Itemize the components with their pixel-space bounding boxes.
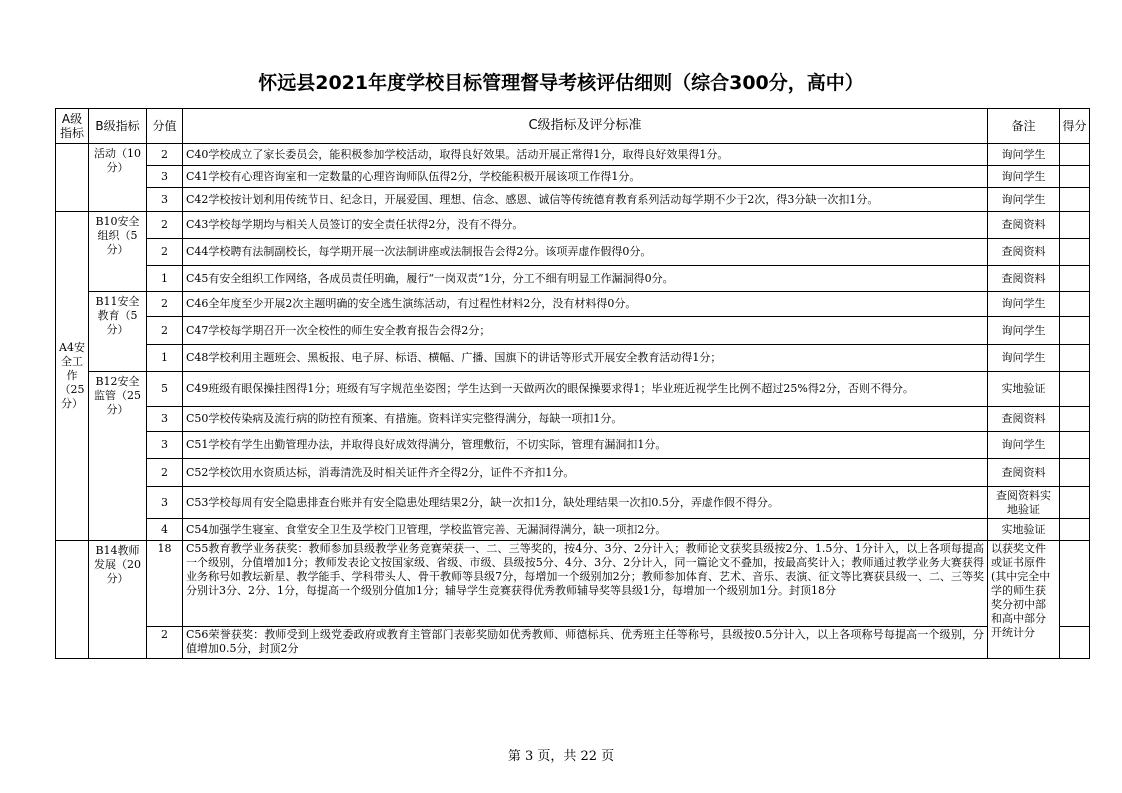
table-row bbox=[56, 266, 1090, 292]
remark-cell: 询问学生 bbox=[988, 188, 1060, 212]
got-cell bbox=[1060, 345, 1090, 372]
header-b-level: B级指标 bbox=[89, 109, 147, 144]
b-level-cell: B10安全组织（5分） bbox=[89, 212, 147, 292]
got-cell bbox=[1060, 144, 1090, 166]
score-cell: 2 bbox=[147, 317, 183, 345]
score-cell: 3 bbox=[147, 432, 183, 459]
remark-cell: 询问学生 bbox=[988, 166, 1060, 188]
table-row bbox=[56, 292, 1090, 317]
got-cell bbox=[1060, 432, 1090, 459]
score-cell: 3 bbox=[147, 188, 183, 212]
criteria-cell: C56荣誉获奖：教师受到上级党委政府或教育主管部门表彰奖励如优秀教师、师德标兵、优秀班主任等称号，县级按0.5分计入，以上各项称号每提高一个级别，分值增加0.5分，封顶2分 bbox=[183, 627, 988, 659]
remark-cell: 查阅资料实地验证 bbox=[988, 487, 1060, 519]
table-row bbox=[56, 407, 1090, 432]
got-cell bbox=[1060, 239, 1090, 266]
table-row bbox=[56, 487, 1090, 519]
criteria-cell: C55教育教学业务获奖：教师参加县级教学业务竞赛荣获一、二、三等奖的，按4分、3分、2分计入；教师论文获奖县级按2分、1.5分、1分计入，以上各项每提高一个级别，分值增加1分；教师发表论文按国家级、省级、市级、县级按5分、4分、3分、2分计入，同一篇论文不叠加，按最高奖计入；教师通过教学业务大赛获得业务称号如教坛新星、教学能手、学科带头人、骨干教师等县级7分，每增加一个级别加2分；教师参加体育、艺术、音乐、表演、征文等比赛获县级一、二、三等奖分别计3分、2分、1分，每提高一个级别分值加1分；辅导学生竞赛获得优秀教师辅导奖等县级1分，每增加一个级别加1分。封顶18分 bbox=[183, 541, 988, 627]
criteria-cell: C42学校按计划利用传统节日、纪念日，开展爱国、理想、信念、感恩、诚信等传统德育教育系列活动每学期不少于2次，得3分缺一次扣1分。 bbox=[183, 188, 988, 212]
got-cell bbox=[1060, 541, 1090, 627]
b-level-cell: B12安全监管（25分） bbox=[89, 372, 147, 541]
remark-cell: 以获奖文件或证书原件(其中完全中学的师生获奖分初中部和高中部分开统计分 bbox=[988, 541, 1060, 659]
table-row bbox=[56, 188, 1090, 212]
table-row bbox=[56, 212, 1090, 239]
remark-cell: 查阅资料 bbox=[988, 212, 1060, 239]
score-cell: 5 bbox=[147, 372, 183, 407]
score-cell: 1 bbox=[147, 345, 183, 372]
criteria-cell: C46全年度至少开展2次主题明确的安全逃生演练活动，有过程性材料2分，没有材料得0分。 bbox=[183, 292, 988, 317]
table-row bbox=[56, 627, 1090, 659]
remark-cell: 查阅资料 bbox=[988, 239, 1060, 266]
table-row bbox=[56, 519, 1090, 541]
remark-cell: 查阅资料 bbox=[988, 266, 1060, 292]
remark-cell: 询问学生 bbox=[988, 292, 1060, 317]
score-cell: 3 bbox=[147, 487, 183, 519]
criteria-cell: C53学校每周有安全隐患排查台账并有安全隐患处理结果2分，缺一次扣1分，缺处理结果一次扣0.5分，弄虚作假不得分。 bbox=[183, 487, 988, 519]
remark-cell: 询问学生 bbox=[988, 317, 1060, 345]
got-cell bbox=[1060, 266, 1090, 292]
a-level-cell bbox=[56, 144, 89, 212]
score-cell: 3 bbox=[147, 166, 183, 188]
b-level-cell: B11安全教育（5分） bbox=[89, 292, 147, 372]
remark-cell: 询问学生 bbox=[988, 345, 1060, 372]
got-cell bbox=[1060, 627, 1090, 659]
criteria-cell: C45有安全组织工作网络，各成员责任明确，履行“一岗双责”1分，分工不细有明显工作漏洞得0分。 bbox=[183, 266, 988, 292]
got-cell bbox=[1060, 188, 1090, 212]
got-cell bbox=[1060, 372, 1090, 407]
table-row bbox=[56, 372, 1090, 407]
criteria-cell: C47学校每学期召开一次全校性的师生安全教育报告会得2分； bbox=[183, 317, 988, 345]
got-cell bbox=[1060, 519, 1090, 541]
criteria-cell: C44学校聘有法制副校长，每学期开展一次法制讲座或法制报告会得2分。该项弄虚作假得0分。 bbox=[183, 239, 988, 266]
score-cell: 3 bbox=[147, 407, 183, 432]
remark-cell: 查阅资料 bbox=[988, 459, 1060, 487]
table-row bbox=[56, 345, 1090, 372]
header-remark: 备注 bbox=[988, 109, 1060, 144]
remark-cell: 询问学生 bbox=[988, 432, 1060, 459]
score-cell: 2 bbox=[147, 292, 183, 317]
table-row bbox=[56, 459, 1090, 487]
got-cell bbox=[1060, 166, 1090, 188]
header-c-level: C级指标及评分标准 bbox=[183, 109, 988, 144]
criteria-cell: C43学校每学期均与相关人员签订的安全责任状得2分，没有不得分。 bbox=[183, 212, 988, 239]
score-cell: 2 bbox=[147, 459, 183, 487]
criteria-cell: C51学校有学生出勤管理办法，并取得良好成效得满分，管理敷衍，不切实际，管理有漏洞扣1分。 bbox=[183, 432, 988, 459]
remark-cell: 询问学生 bbox=[988, 144, 1060, 166]
a-level-cell bbox=[56, 541, 89, 659]
got-cell bbox=[1060, 407, 1090, 432]
got-cell bbox=[1060, 317, 1090, 345]
criteria-cell: C50学校传染病及流行病的防控有预案、有措施。资料详实完整得满分，每缺一项扣1分。 bbox=[183, 407, 988, 432]
criteria-cell: C52学校饮用水资质达标，消毒清洗及时相关证件齐全得2分，证件不齐扣1分。 bbox=[183, 459, 988, 487]
got-cell bbox=[1060, 487, 1090, 519]
evaluation-table bbox=[55, 108, 1090, 659]
page-title: 怀远县2021年度学校目标管理督导考核评估细则（综合300分，高中） bbox=[258, 72, 864, 94]
page-footer: 第 3 页，共 22 页 bbox=[507, 749, 615, 764]
table-row bbox=[56, 432, 1090, 459]
criteria-cell: C48学校利用主题班会、黑板报、电子屏、标语、横幅、广播、国旗下的讲话等形式开展安全教育活动得1分； bbox=[183, 345, 988, 372]
remark-cell: 实地验证 bbox=[988, 519, 1060, 541]
table-row bbox=[56, 317, 1090, 345]
criteria-cell: C41学校有心理咨询室和一定数量的心理咨询师队伍得2分，学校能积极开展该项工作得1分。 bbox=[183, 166, 988, 188]
table-row bbox=[56, 166, 1090, 188]
header-score: 分值 bbox=[147, 109, 183, 144]
got-cell bbox=[1060, 212, 1090, 239]
score-cell: 2 bbox=[147, 212, 183, 239]
b-level-cell: B14教师发展（20分） bbox=[89, 541, 147, 659]
got-cell bbox=[1060, 292, 1090, 317]
table-row bbox=[56, 144, 1090, 166]
table-header-row bbox=[56, 109, 1090, 144]
remark-cell: 查阅资料 bbox=[988, 407, 1060, 432]
remark-cell: 实地验证 bbox=[988, 372, 1060, 407]
criteria-cell: C49班级有眼保操挂图得1分；班级有写字规范坐姿图；学生达到一天做两次的眼保操要求得1；毕业班近视学生比例不超过25%得2分，否则不得分。 bbox=[183, 372, 988, 407]
criteria-cell: C40学校成立了家长委员会，能积极参加学校活动，取得良好效果。活动开展正常得1分，取得良好效果得1分。 bbox=[183, 144, 988, 166]
score-cell: 2 bbox=[147, 627, 183, 659]
a-level-cell: A4安全工作（25分） bbox=[56, 212, 89, 541]
score-cell: 2 bbox=[147, 239, 183, 266]
table-row bbox=[56, 541, 1090, 627]
got-cell bbox=[1060, 459, 1090, 487]
score-cell: 4 bbox=[147, 519, 183, 541]
score-cell: 1 bbox=[147, 266, 183, 292]
criteria-cell: C54加强学生寝室、食堂安全卫生及学校门卫管理，学校监管完善、无漏洞得满分，缺一项扣2分。 bbox=[183, 519, 988, 541]
table-row bbox=[56, 239, 1090, 266]
header-got: 得分 bbox=[1060, 109, 1090, 144]
b-level-cell: 活动（10分） bbox=[89, 144, 147, 212]
score-cell: 2 bbox=[147, 144, 183, 166]
score-cell: 18 bbox=[147, 541, 183, 627]
header-a-level: A级指标 bbox=[56, 109, 89, 144]
